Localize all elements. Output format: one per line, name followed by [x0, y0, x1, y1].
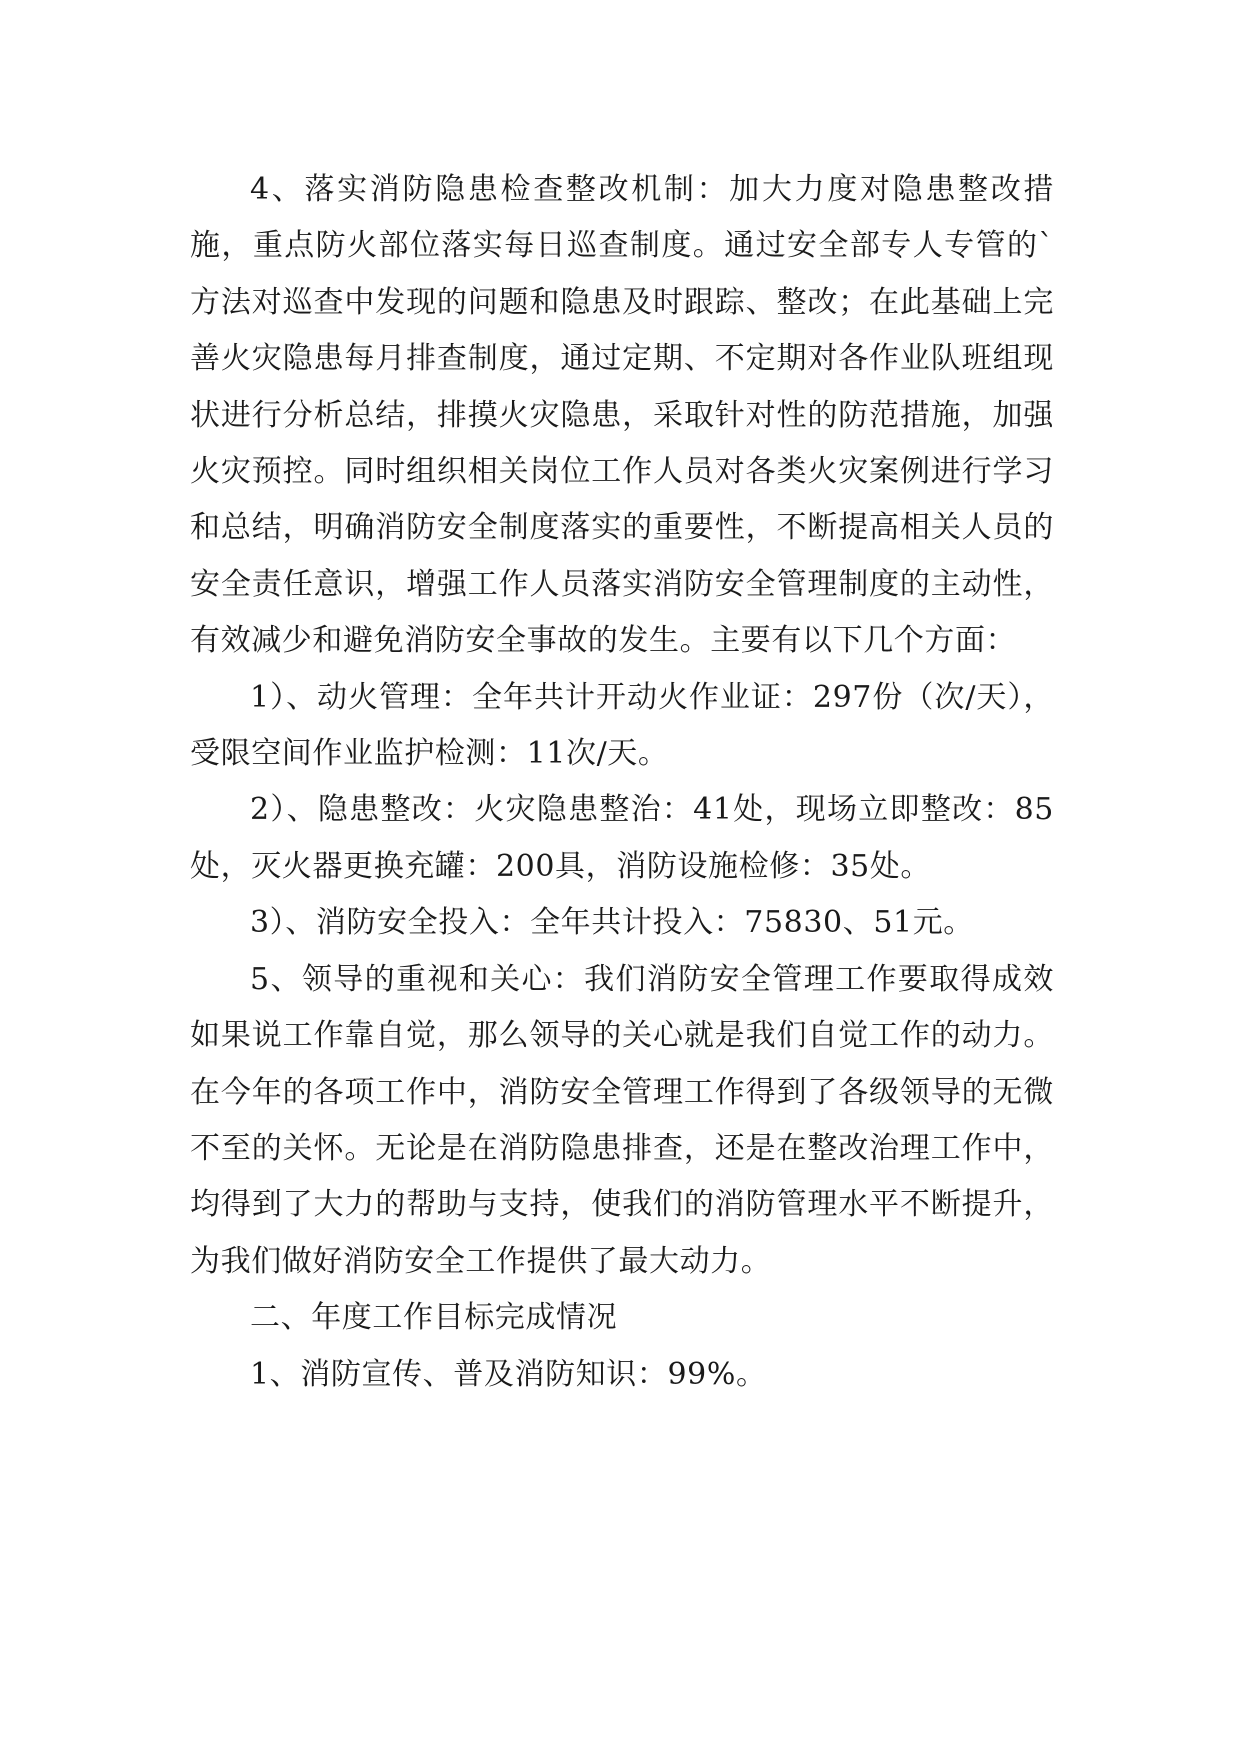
- paragraph-safety-investment: 3）、消防安全投入：全年共计投入：75830、51元。: [250, 905, 974, 941]
- paragraph-hazard-rectification: 2）、隐患整改：火灾隐患整治：41处，现场立即整改：85处，灭火器更换充罐：200具，消防设施检修：35处。: [190, 792, 1054, 884]
- paragraph-leadership-support: 5、领导的重视和关心：我们消防安全管理工作要取得成效如果说工作靠自觉，那么领导的关心就是我们自觉工作的动力。在今年的各项工作中，消防安全管理工作得到了各级领导的无微不至的关怀。无论是在消防隐患排查，还是在整改治理工作中，均得到了大力的帮助与支持，使我们的消防管理水平不断提升，为我们做好消防安全工作提供了最大动力。: [190, 961, 1054, 1279]
- paragraph-hot-work-management: 1）、动火管理：全年共计开动火作业证：297份（次/天），受限空间作业监护检测：11次/天。: [190, 679, 1054, 772]
- paragraph-fire-knowledge: 1、消防宣传、普及消防知识：99%。: [250, 1356, 767, 1392]
- document-body: [190, 162, 1054, 1403]
- section-heading-annual-goals: 二、年度工作目标完成情况: [250, 1300, 618, 1336]
- paragraph-fire-hazard-inspection: 4、落实消防隐患检查整改机制：加大力度对隐患整改措施，重点防火部位落实每日巡查制度。通过安全部专人专管的`方法对巡查中发现的问题和隐患及时跟踪、整改；在此基础上完善火灾隐患每月排查制度，通过定期、不定期对各作业队班组现状进行分析总结，排摸火灾隐患，采取针对性的防范措施，加强火灾预控。同时组织相关岗位工作人员对各类火灾案例进行学习和总结，明确消防安全制度落实的重要性，不断提高相关人员的安全责任意识，增强工作人员落实消防安全管理制度的主动性，有效减少和避免消防安全事故的发生。主要有以下几个方面：: [190, 172, 1054, 659]
